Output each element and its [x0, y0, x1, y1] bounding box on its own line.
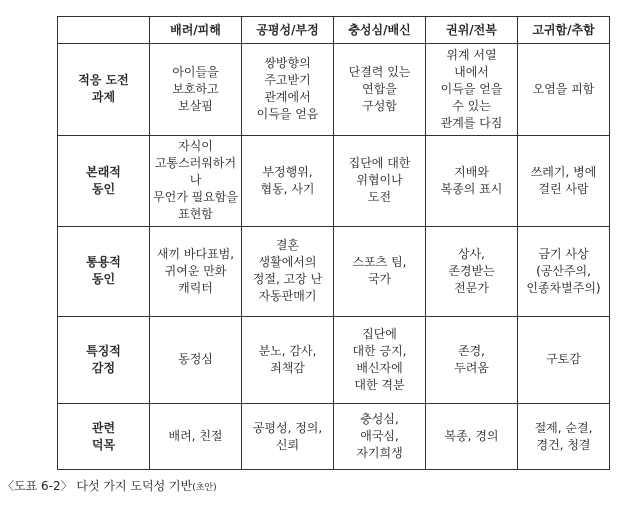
- table-cell: 절제, 순결, 경건, 청결: [518, 404, 610, 470]
- table-cell: 금기 사상 (공산주의, 인종차별주의): [518, 226, 610, 316]
- table-row: [58, 226, 610, 316]
- table-row: [58, 316, 610, 404]
- table-cell: 오염을 피함: [518, 44, 610, 136]
- table-cell: 상사, 존경받는 전문가: [426, 226, 518, 316]
- table-cell: 충성심, 애국심, 자기희생: [334, 404, 426, 470]
- moral-foundations-table: [57, 16, 610, 470]
- caption-text: 〈도표 6-2〉 다섯 가지 도덕성 기반: [2, 479, 193, 493]
- table-cell: 단결력 있는 연합을 구성함: [334, 44, 426, 136]
- header-col-authority-subversion: 권위/전복: [426, 17, 518, 44]
- table-cell: 복종, 경의: [426, 404, 518, 470]
- table-cell: 위계 서열 내에서 이득을 얻을 수 있는 관계를 다짐: [426, 44, 518, 136]
- table-caption: [2, 478, 217, 496]
- header-row: [58, 17, 610, 44]
- table-row: [58, 135, 610, 226]
- table-cell: 공평성, 정의, 신뢰: [242, 404, 334, 470]
- row-label-current-triggers: 통용적 동인: [58, 226, 150, 316]
- table-cell: 집단에 대한 긍지, 배신자에 대한 격분: [334, 316, 426, 404]
- row-label-original-triggers: 본래적 동인: [58, 135, 150, 226]
- row-label-characteristic-emotions: 특징적 감정: [58, 316, 150, 404]
- table-cell: 배려, 친절: [150, 404, 242, 470]
- table-cell: 쌍방향의 주고받기 관계에서 이득을 얻음: [242, 44, 334, 136]
- caption-note: (초안): [192, 483, 217, 493]
- table-row: [58, 404, 610, 470]
- table-cell: 쓰레기, 병에 걸린 사람: [518, 135, 610, 226]
- table-cell: 지배와 복종의 표시: [426, 135, 518, 226]
- row-label-adaptive-challenge: 적응 도전 과제: [58, 44, 150, 136]
- header-col-loyalty-betrayal: 충성심/배신: [334, 17, 426, 44]
- table-cell: 분노, 감사, 죄책감: [242, 316, 334, 404]
- row-label-relevant-virtues: 관련 덕목: [58, 404, 150, 470]
- header-col-fairness-cheating: 공평성/부정: [242, 17, 334, 44]
- table-cell: 아이들을 보호하고 보살핌: [150, 44, 242, 136]
- table-row: [58, 44, 610, 136]
- table-cell: 자식이 고통스러워하거나 무언가 필요함을 표현함: [150, 135, 242, 226]
- table-cell: 구토감: [518, 316, 610, 404]
- header-corner: [58, 17, 150, 44]
- table-cell: 스포츠 팀, 국가: [334, 226, 426, 316]
- table-cell: 존경, 두려움: [426, 316, 518, 404]
- table-cell: 집단에 대한 위협이나 도전: [334, 135, 426, 226]
- table-cell: 새끼 바다표범, 귀여운 만화 캐릭터: [150, 226, 242, 316]
- table-cell: 결혼 생활에서의 정절, 고장 난 자동판매기: [242, 226, 334, 316]
- header-col-sanctity-degradation: 고귀함/추함: [518, 17, 610, 44]
- table-cell: 동정심: [150, 316, 242, 404]
- table-cell: 부정행위, 협동, 사기: [242, 135, 334, 226]
- header-col-care-harm: 배려/피해: [150, 17, 242, 44]
